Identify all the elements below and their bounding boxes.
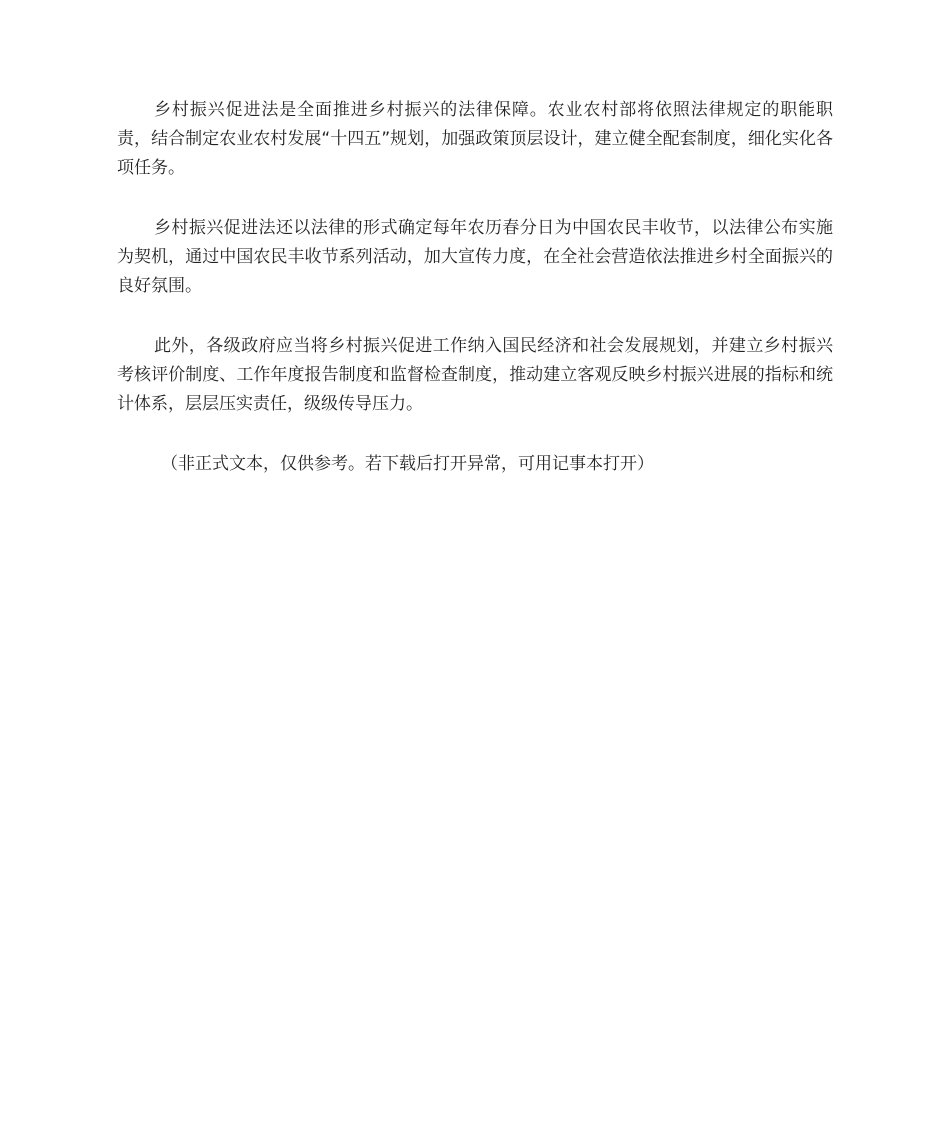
body-paragraph-3: 此外，各级政府应当将乡村振兴促进工作纳入国民经济和社会发展规划，并建立乡村振兴考核评价制度、工作年度报告制度和监督检查制度，推动建立客观反映乡村振兴进展的指标和统计体系，层层压实责任，级级传导压力。 bbox=[117, 336, 833, 414]
document-body bbox=[117, 96, 833, 479]
body-paragraph-1: 乡村振兴促进法是全面推进乡村振兴的法律保障。农业农村部将依照法律规定的职能职责，结合制定农业农村发展“十四五”规划，加强政策顶层设计，建立健全配套制度，细化实化各项任务。 bbox=[117, 100, 833, 178]
body-paragraph-2: 乡村振兴促进法还以法律的形式确定每年农历春分日为中国农民丰收节，以法律公布实施为契机，通过中国农民丰收节系列活动，加大宣传力度，在全社会营造依法推进乡村全面振兴的良好氛围。 bbox=[117, 218, 833, 296]
disclaimer-note: （非正式文本，仅供参考。若下载后打开异常，可用记事本打开） bbox=[161, 454, 654, 474]
